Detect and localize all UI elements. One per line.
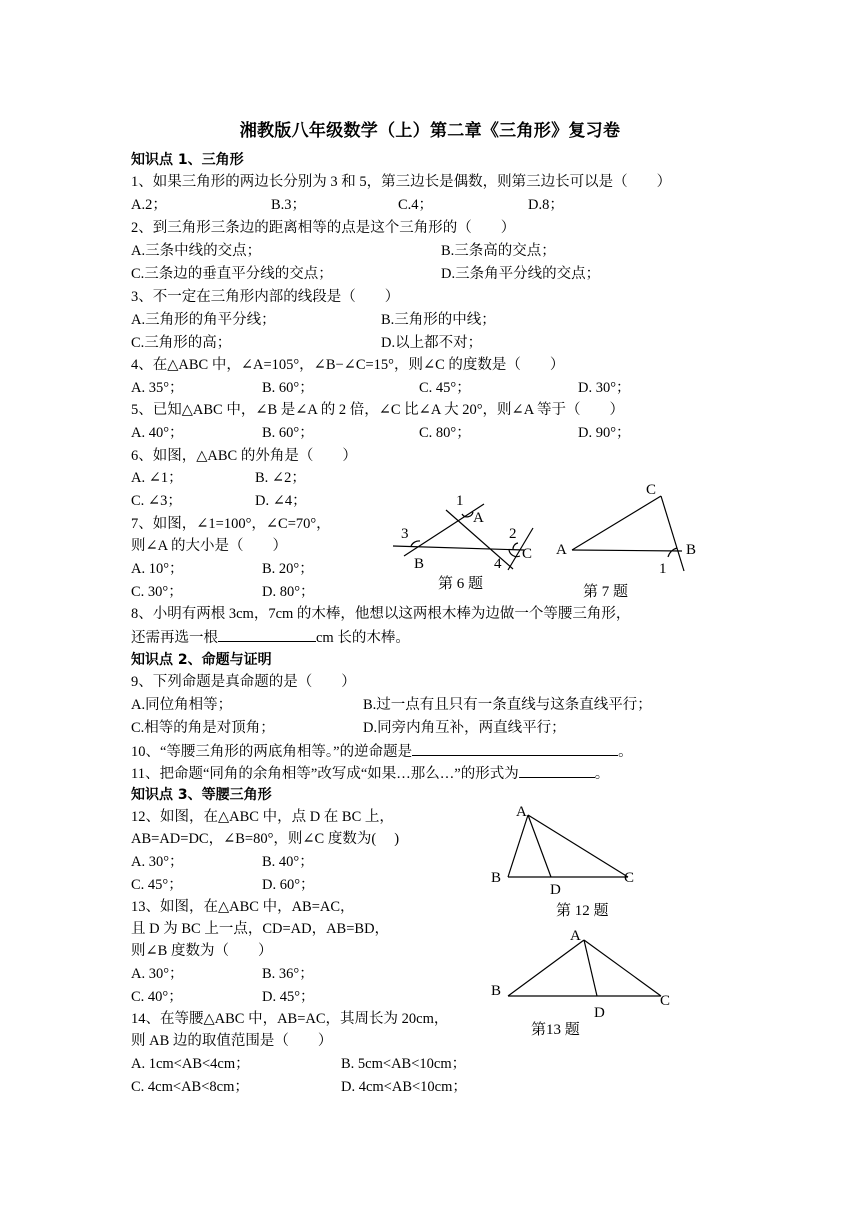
fig6-label-2: 2 xyxy=(509,526,517,542)
q2-option-a: A.三条中线的交点； xyxy=(131,243,262,259)
q13-stem-line3: 则∠B 度数为（ ） xyxy=(131,943,273,959)
fig12-label-D: D xyxy=(550,882,561,898)
q14-option-d: D. 4cm<AB<10cm； xyxy=(341,1079,467,1095)
q6-option-d: D. ∠4； xyxy=(255,493,307,509)
fig6-label-1: 1 xyxy=(456,493,464,509)
q10-end: 。 xyxy=(618,744,633,760)
q8-text-before: 还需再选一根 xyxy=(131,630,218,646)
q14-stem-line2: 则 AB 边的取值范围是（ ） xyxy=(131,1033,333,1049)
q8-line1: 8、小明有两根 3cm，7cm 的木棒，他想以这两根木棒为边做一个等腰三角形， xyxy=(131,606,631,622)
q5-option-d: D. 90°； xyxy=(578,425,631,441)
q12-stem-line1: 12、如图，在△ABC 中，点 D 在 BC 上， xyxy=(131,809,394,825)
q1-option-c: C.4； xyxy=(398,197,434,213)
q2-option-b: B.三条高的交点； xyxy=(441,243,556,259)
fig6-label-4: 4 xyxy=(494,556,502,572)
q12-option-b: B. 40°； xyxy=(262,854,314,870)
q6-stem: 6、如图，△ABC 的外角是（ ） xyxy=(131,448,357,464)
q6-option-b: B. ∠2； xyxy=(255,470,306,486)
fig12-label-B: B xyxy=(491,870,502,886)
q13-option-c: C. 40°； xyxy=(131,989,183,1005)
q3-option-b: B.三角形的中线； xyxy=(381,312,496,328)
q7-stem-line1: 7、如图，∠1=100°，∠C=70°， xyxy=(131,516,331,532)
q13-option-d: D. 45°； xyxy=(262,989,315,1005)
q9-option-d: D.同旁内角互补，两直线平行； xyxy=(363,720,566,736)
q1-stem: 1、如果三角形的两边长分别为 3 和 5，第三边长是偶数，则第三边长可以是（ ） xyxy=(131,174,672,190)
q11-end: 。 xyxy=(594,766,610,782)
fig6-caption: 第 6 题 xyxy=(438,576,484,592)
q14-option-c: C. 4cm<AB<8cm； xyxy=(131,1079,249,1095)
q12-option-a: A. 30°； xyxy=(131,854,184,870)
q4-stem: 4、在△ABC 中，∠A=105°，∠B−∠C=15°，则∠C 的度数是（ ） xyxy=(131,357,565,373)
fig7-label-B: B xyxy=(686,542,697,558)
q12-stem-line2: AB=AD=DC，∠B=80°，则∠C 度数为( ) xyxy=(131,831,400,847)
q14-option-a: A. 1cm<AB<4cm； xyxy=(131,1056,250,1072)
fig7-label-1: 1 xyxy=(659,561,667,577)
q11-text: 11、把命题“同角的余角相等”改写成“如果…那么…”的形式为 xyxy=(131,766,519,782)
q5-option-a: A. 40°； xyxy=(131,425,184,441)
q2-option-c: C.三条边的垂直平分线的交点； xyxy=(131,266,333,282)
fig13-caption: 第13 题 xyxy=(531,1022,580,1038)
q12-option-d: D. 60°； xyxy=(262,877,315,893)
q4-option-a: A. 35°； xyxy=(131,380,184,396)
q3-option-d: D.以上都不对； xyxy=(381,335,483,351)
q9-option-b: B.过一点有且只有一条直线与这条直线平行； xyxy=(363,697,652,713)
fig12-label-A: A xyxy=(516,804,527,820)
q13-option-a: A. 30°； xyxy=(131,966,184,982)
section-heading-3: 知识点 3、等腰三角形 xyxy=(131,787,272,803)
fig13-label-C: C xyxy=(660,993,671,1009)
q13-option-b: B. 36°； xyxy=(262,966,314,982)
fig13-side-ab xyxy=(508,940,584,996)
q6-option-c: C. ∠3； xyxy=(131,493,182,509)
q1-option-d: D.8； xyxy=(528,197,564,213)
fig7-label-A: A xyxy=(556,542,567,558)
q6-option-a: A. ∠1； xyxy=(131,470,183,486)
q10-text: 10、“等腰三角形的两底角相等。”的逆命题是 xyxy=(131,744,413,760)
q3-option-a: A.三角形的角平分线； xyxy=(131,312,276,328)
fig6-label-C: C xyxy=(522,546,533,562)
fig7-label-C: C xyxy=(646,482,657,498)
q4-option-c: C. 45°； xyxy=(419,380,471,396)
q7-option-b: B. 20°； xyxy=(262,561,314,577)
q9-stem: 9、下列命题是真命题的是（ ） xyxy=(131,674,356,690)
q7-option-c: C. 30°； xyxy=(131,584,183,600)
q3-option-c: C.三角形的高； xyxy=(131,335,232,351)
q7-option-d: D. 80°； xyxy=(262,584,315,600)
fig13-label-D: D xyxy=(594,1005,605,1021)
q14-option-b: B. 5cm<AB<10cm； xyxy=(341,1056,467,1072)
q13-stem-line2: 且 D 为 BC 上一点，CD=AD，AB=BD， xyxy=(131,921,390,937)
q1-option-a: A.2； xyxy=(131,197,167,213)
q7-option-a: A. 10°； xyxy=(131,561,184,577)
q2-stem: 2、到三角形三条边的距离相等的点是这个三角形的（ ） xyxy=(131,220,516,236)
section-heading-1: 知识点 1、三角形 xyxy=(131,152,244,168)
q5-stem: 5、已知△ABC 中，∠B 是∠A 的 2 倍，∠C 比∠A 大 20°，则∠A 等于（ ） xyxy=(131,402,624,418)
q9-option-c: C.相等的角是对顶角； xyxy=(131,720,275,736)
q4-option-b: B. 60°； xyxy=(262,380,314,396)
page-title: 湘教版八年级数学（上）第二章《三角形》复习卷 xyxy=(239,121,621,141)
q2-option-d: D.三条角平分线的交点； xyxy=(441,266,601,282)
q9-option-a: A.同位角相等； xyxy=(131,697,233,713)
fig13-label-A: A xyxy=(570,928,581,944)
section-heading-2: 知识点 2、命题与证明 xyxy=(131,652,272,668)
fig7-caption: 第 7 题 xyxy=(583,584,629,600)
fig12-label-C: C xyxy=(624,870,635,886)
q14-stem-line1: 14、在等腰△ABC 中，AB=AC，其周长为 20cm， xyxy=(131,1011,449,1027)
q4-option-d: D. 30°； xyxy=(578,380,631,396)
q7-stem-line2: 则∠A 的大小是（ ） xyxy=(131,538,287,554)
q12-option-c: C. 45°； xyxy=(131,877,183,893)
fig6-label-3: 3 xyxy=(401,526,409,542)
q3-stem: 3、不一定在三角形内部的线段是（ ） xyxy=(131,289,400,305)
q5-option-c: C. 80°； xyxy=(419,425,471,441)
fig6-label-A: A xyxy=(473,510,484,526)
fig12-caption: 第 12 题 xyxy=(556,903,609,919)
q1-option-b: B.3； xyxy=(271,197,307,213)
q13-stem-line1: 13、如图，在△ABC 中，AB=AC， xyxy=(131,899,355,915)
fig13-label-B: B xyxy=(491,983,502,999)
q8-text-after: cm 长的木棒。 xyxy=(316,630,410,646)
fig6-label-B: B xyxy=(414,556,425,572)
q5-option-b: B. 60°； xyxy=(262,425,314,441)
